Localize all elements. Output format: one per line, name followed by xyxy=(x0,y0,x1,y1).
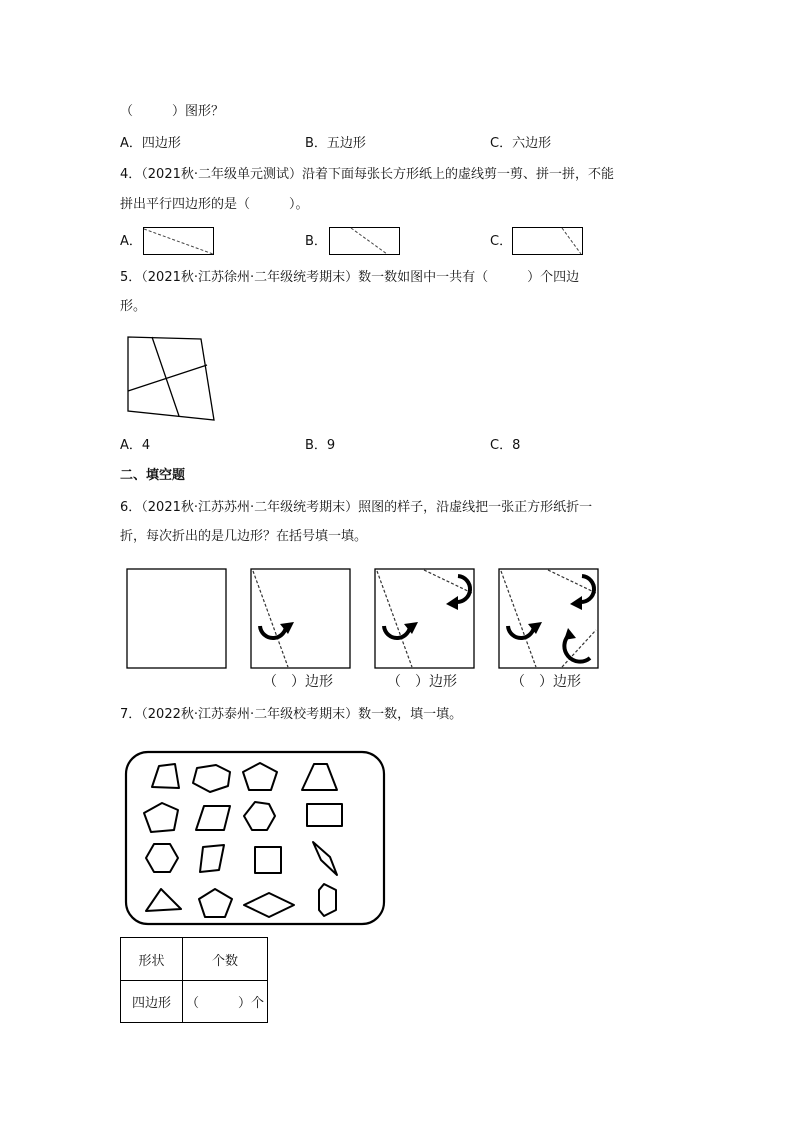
q5-stem-line1: 5．（2021秋·江苏徐州·二年级统考期末）数一数如图中一共有（ ）个四边 xyxy=(120,270,580,285)
q3-option-c[interactable]: C．六边形 xyxy=(490,136,552,151)
q6-stem-line1: 6．（2021秋·江苏苏州·二年级统考期末）照图的样子，沿虚线把一张正方形纸折一 xyxy=(120,500,593,515)
q4-option-c[interactable]: C． xyxy=(490,234,513,249)
shape-square xyxy=(307,804,342,826)
q6-square-fold-3 xyxy=(498,568,600,670)
shape-quadrilateral xyxy=(200,845,224,872)
shape-square xyxy=(255,847,281,873)
q5-option-a[interactable]: A．4 xyxy=(120,438,151,453)
table-cell-shape-quadrilateral: 四边形 xyxy=(121,981,183,1023)
q3-option-a[interactable]: A．四边形 xyxy=(120,136,181,151)
shape-hexagon xyxy=(146,844,178,872)
shape-hexagon xyxy=(319,884,336,916)
q4-rect-c xyxy=(512,227,584,257)
q5-option-c[interactable]: C．8 xyxy=(490,438,521,453)
section-2-title: 二、填空题 xyxy=(120,468,186,483)
q6-answer-3[interactable]: （ ）边形 xyxy=(511,673,581,689)
q4-option-a[interactable]: A． xyxy=(120,234,142,249)
q4-stem-line1: 4．（2021秋·二年级单元测试）沿着下面每张长方形纸上的虚线剪一剪、拼一拼，不能 xyxy=(120,167,614,182)
q6-answer-2[interactable]: （ ）边形 xyxy=(387,673,457,689)
q6-square-plain xyxy=(126,568,228,670)
q4-option-b[interactable]: B． xyxy=(305,234,327,249)
q6-square-fold-1 xyxy=(250,568,352,670)
q4-rect-a xyxy=(143,227,215,257)
table-cell-count-input[interactable]: （ ）个 xyxy=(183,981,268,1023)
q6-square-fold-2 xyxy=(374,568,476,670)
q5-option-b[interactable]: B．9 xyxy=(305,438,336,453)
q5-stem-line2: 形。 xyxy=(120,299,147,314)
q3-stem-tail: （ ）图形？ xyxy=(120,104,225,119)
q4-stem-line2: 拼出平行四边形的是（ ）。 xyxy=(120,197,309,212)
table-header-count: 个数 xyxy=(183,938,268,981)
table-header-shape: 形状 xyxy=(121,938,183,981)
q7-count-table xyxy=(120,937,268,1023)
q6-answer-1[interactable]: （ ）边形 xyxy=(263,673,333,689)
q3-option-b[interactable]: B．五边形 xyxy=(305,136,366,151)
q5-quadrilateral-figure xyxy=(125,335,220,425)
q7-shapes-panel xyxy=(124,750,388,928)
q7-stem: 7．（2022秋·江苏泰州·二年级校考期末）数一数，填一填。 xyxy=(120,707,463,722)
q4-rect-b xyxy=(329,227,401,257)
q6-stem-line2: 折，每次折出的是几边形？在括号填一填。 xyxy=(120,529,368,544)
